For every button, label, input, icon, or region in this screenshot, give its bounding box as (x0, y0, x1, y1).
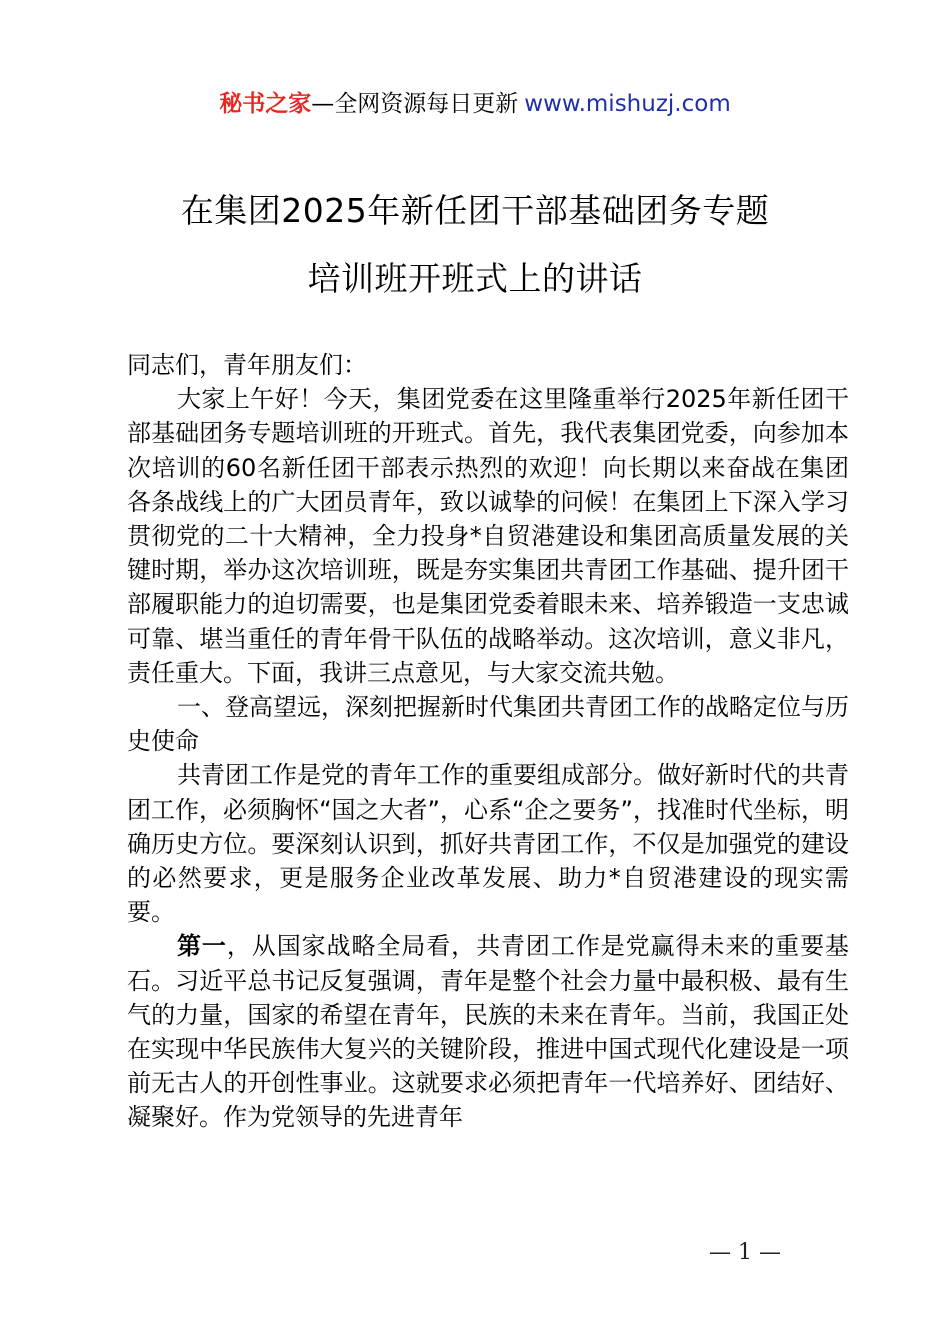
salutation: 同志们，青年朋友们： (127, 351, 367, 379)
paragraph-opening: 大家上午好！今天，集团党委在这里隆重举行2025年新任团干部基础团务专题培训班的开班式。首先，我代表集团党委，向参加本次培训的60名新任团干部表示热烈的欢迎！向长期以来奋战在集团各条战线上的广大团员青年，致以诚挚的问候！在集团上下深入学习贯彻党的二十大精神，全力投身*自贸港建设和集团高质量发展的关键时期，举办这次培训班，既是夯实集团共青团工作基础、提升团干部履职能力的迫切需要，也是集团党委着眼未来、培养锻造一支忠诚可靠、堪当重任的青年骨干队伍的战略举动。这次培训，意义非凡，责任重大。下面，我讲三点意见，与大家交流共勉。 (127, 385, 849, 687)
site-slogan: —全网资源每日更新 (311, 91, 519, 117)
document-title-line-2: 培训班开班式上的讲话 (307, 259, 643, 298)
page-number: — 1 — (709, 1240, 781, 1265)
document-body (127, 348, 849, 1135)
first-point-text: ，从国家战略全局看，共青团工作是党赢得未来的重要基石。习近平总书记反复强调，青年是整个社会力量中最积极、最有生气的力量，国家的希望在青年，民族的未来在青年。当前，我国正处在实现中华民族伟大复兴的关键阶段，推进中国式现代化建设是一项前无古人的开创性事业。这就要求必须把青年一代培养好、团结好、凝聚好。作为党领导的先进青年 (127, 932, 850, 1132)
section-heading-1: 一、登高望远，深刻把握新时代集团共青团工作的战略定位与历史使命 (127, 693, 849, 756)
site-header (0, 86, 950, 122)
first-point-lead: 第一 (177, 932, 227, 961)
brand-name: 秘书之家 (219, 91, 312, 117)
document-title-line-1: 在集团2025年新任团干部基础团务专题 (180, 191, 770, 230)
site-url-link[interactable]: www.mishuzj.com (524, 91, 731, 117)
paragraph-first-point (127, 929, 849, 1134)
paragraph-section-1-intro: 共青团工作是党的青年工作的重要组成部分。做好新时代的共青团工作，必须胸怀“国之大者”，心系“企之要务”，找准时代坐标，明确历史方位。要深刻认识到，抓好共青团工作，不仅是加强党的建设的必然要求，更是服务企业改革发展、助力*自贸港建设的现实需要。 (127, 761, 849, 927)
